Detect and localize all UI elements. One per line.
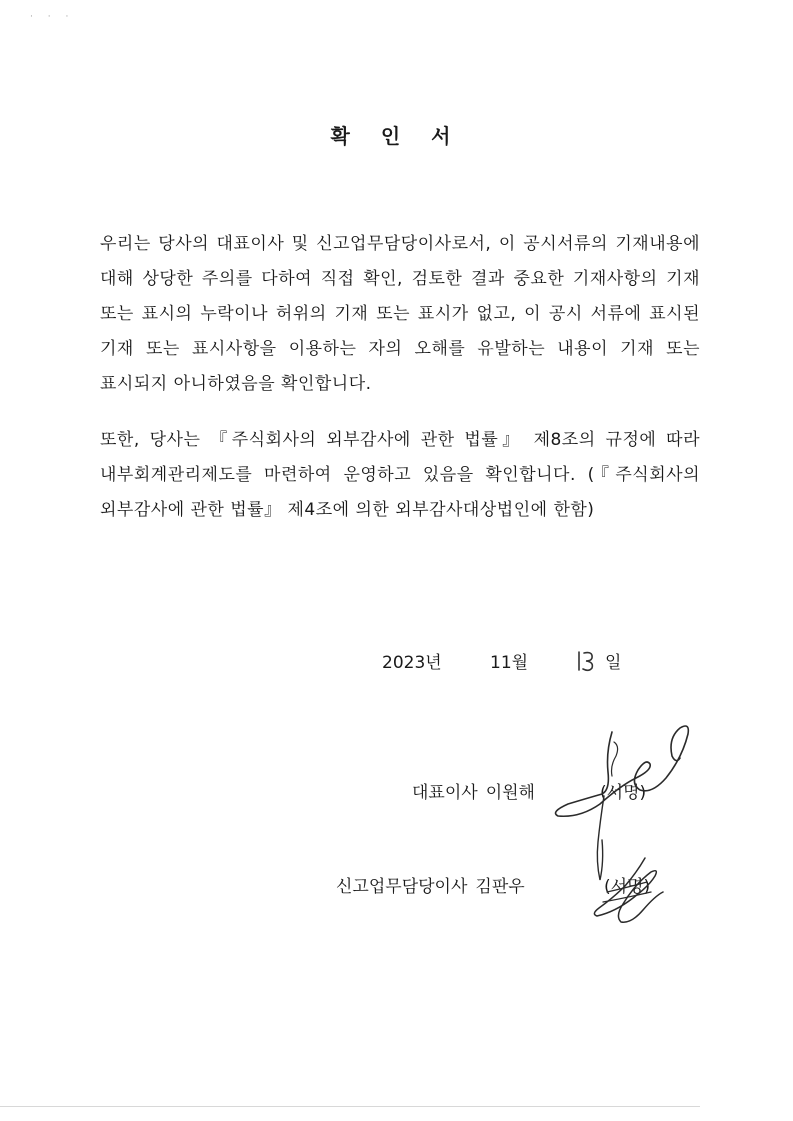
signature-placeholder: (서명) (600, 783, 647, 803)
date-day-suffix: 일 (605, 653, 622, 673)
handwritten-day (574, 648, 600, 674)
signer-ceo (412, 778, 535, 808)
page-bottom-rule (0, 1106, 700, 1107)
signer-role: 신고업무담당이사 (336, 877, 468, 897)
document-title: 확 인 서 (330, 124, 463, 148)
internal-control-paragraph: 또한, 당사는 『주식회사의 외부감사에 관한 법률』 제8조의 규정에 따라 내부회계관리제도를 마련하여 운영하고 있음을 확인합니다. (『주식회사의 외부감사에 관한 법률』 제4조에 의한 외부감사대상법인에 한함) (100, 430, 700, 520)
scan-artifact: · · · (30, 12, 75, 22)
signer-disclosure-officer (336, 872, 525, 902)
signer-role: 대표이사 (412, 783, 478, 803)
signer-name: 이원해 (485, 783, 535, 803)
signer-name: 김판우 (475, 877, 525, 897)
date-month: 11월 (490, 653, 529, 673)
date-line (0, 648, 793, 678)
signature-placeholder: (서명) (604, 877, 651, 897)
date-year: 2023년 (382, 653, 442, 673)
confirmation-paragraph: 우리는 당사의 대표이사 및 신고업무담당이사로서, 이 공시서류의 기재내용에 대해 상당한 주의를 다하여 직접 확인, 검토한 결과 중요한 기재사항의 기재 또는 표시의 누락이나 허위의 기재 또는 표시가 없고, 이 공시 서류에 표시된 기재 또는 표시사항을 이용하는 자의 오해를 유발하는 내용이 기재 또는 표시되지 아니하였음을 확인합니다. (100, 234, 700, 394)
